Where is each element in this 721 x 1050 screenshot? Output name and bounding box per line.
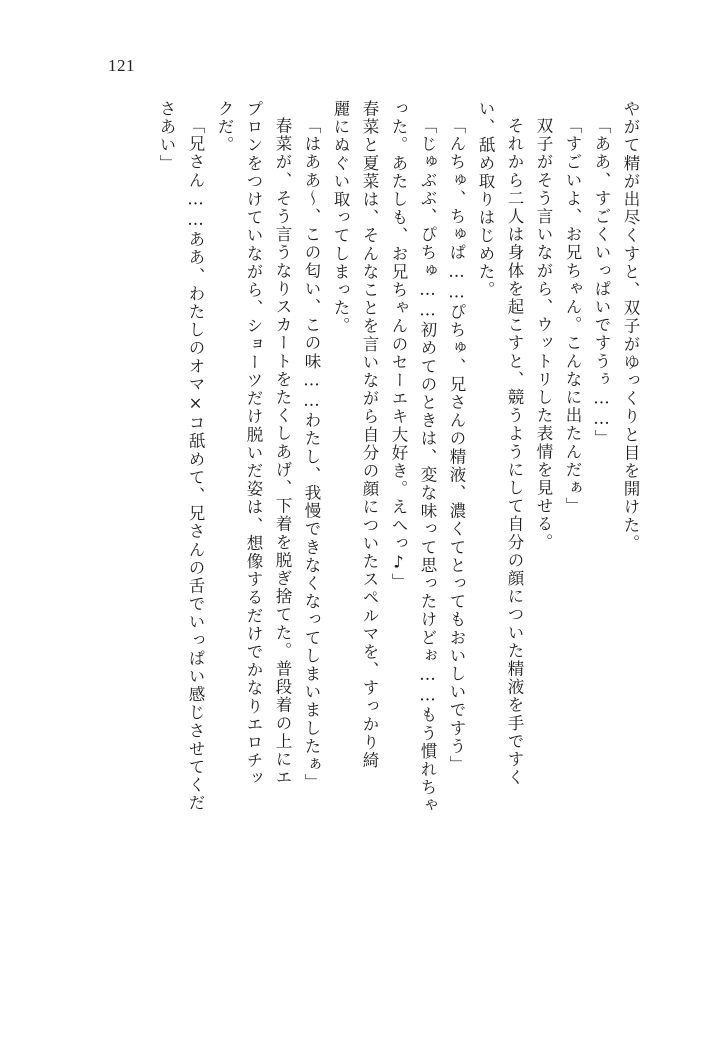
- text-column: 春菜が、そう言うなりスカートをたくしあげ、下着を脱ぎ捨てた。普段着の上にエ: [273, 117, 292, 787]
- text-column: 「すごいよ、お兄ちゃん。こんなに出たんだぁ」: [563, 117, 582, 516]
- text-column: 「んちゅ、ちゅぱ……ぴちゅ、兄さんの精液、濃くてとってもおいしいですう」: [447, 117, 466, 774]
- text-column: プロンをつけていながら、ショーツだけ脱いだ姿は、想像するだけでかなりエロチッ: [244, 100, 263, 788]
- text-column: 「はああ～、この匂い、この味……わたし、我慢できなくなってしまいましたぁ」: [302, 117, 321, 792]
- text-column: さあい」: [157, 100, 176, 173]
- vertical-text-block: [78, 100, 638, 980]
- text-column: やがて精が出尽くすと、双子がゆっくりと目を開けた。: [621, 100, 640, 553]
- text-column: 双子がそう言いながら、ウットリした表情を見せる。: [534, 117, 553, 552]
- text-column: それから二人は身体を起こすと、競うようにして自分の顔についた精液を手ですく: [505, 117, 524, 787]
- text-column: い、舐め取りはじめた。: [476, 100, 495, 300]
- text-column: クだ。: [215, 100, 234, 155]
- page-number: 121: [108, 56, 135, 75]
- text-column: 「じゅぶぶ、ぴちゅ……初めてのときは、変な味って思ったけどぉ……もう慣れちゃ: [418, 117, 437, 815]
- text-column: 麗にぬぐい取ってしまった。: [331, 100, 350, 336]
- text-column: 「ああ、すごくいっぱいですうぅ……」: [592, 117, 611, 448]
- text-column: った。あたしも、お兄ちゃんのセーエキ大好き。えへっ♪」: [389, 100, 408, 592]
- text-column: 春菜と夏菜は、そんなことを言いながら自分の顔についたスペルマを、すっかり綺: [360, 100, 379, 770]
- text-column: 「兄さん……ああ、わたしのオマ×コ舐めて、兄さんの舌でいっぱい感じさせてくだ: [186, 117, 205, 813]
